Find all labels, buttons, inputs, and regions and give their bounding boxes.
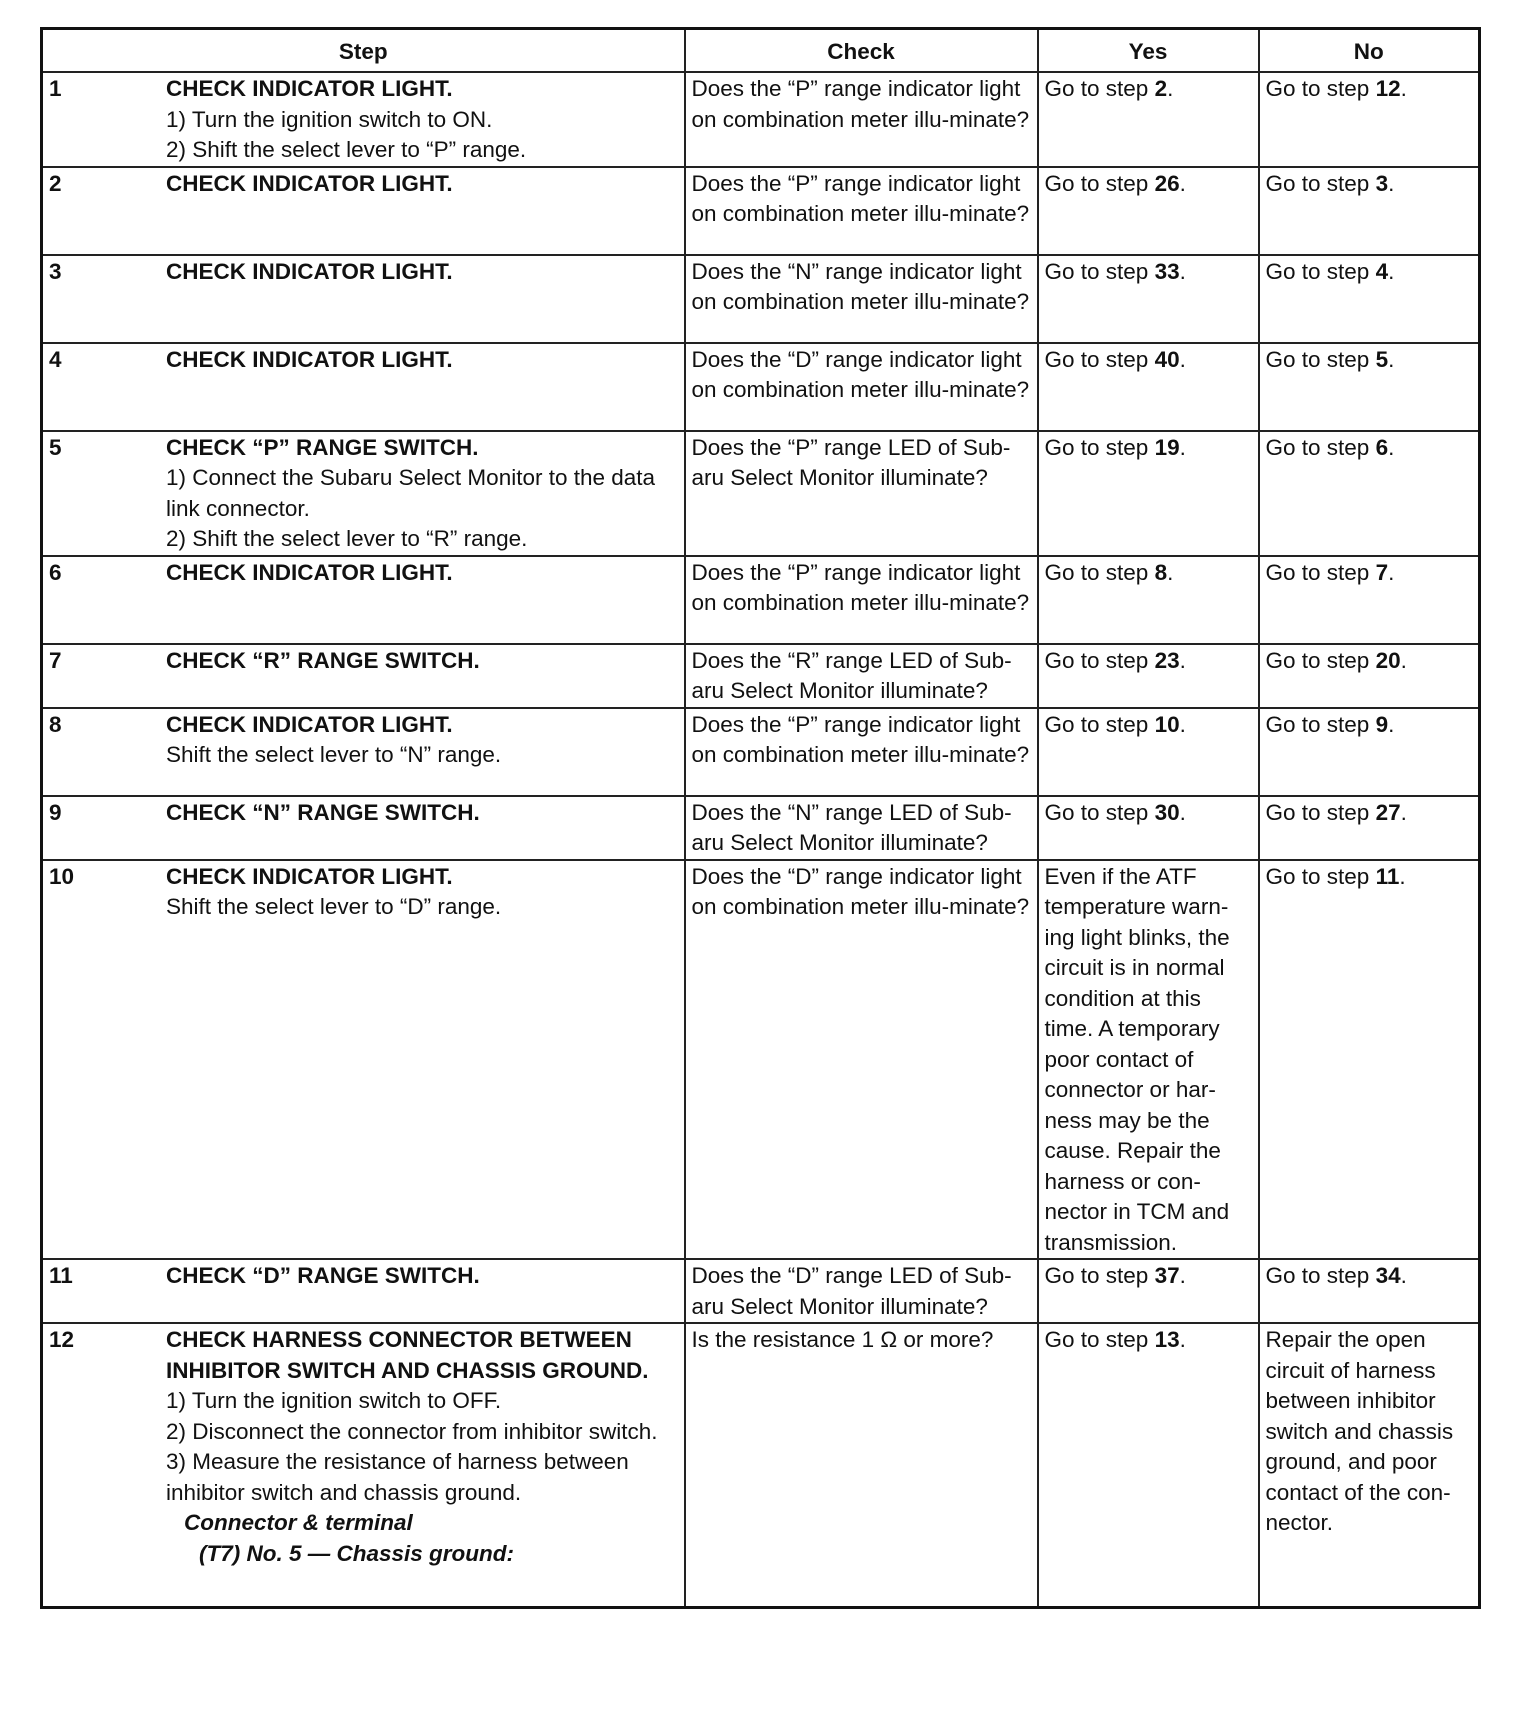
check-cell: Is the resistance 1 Ω or more? xyxy=(685,1323,1038,1607)
step-body xyxy=(166,74,678,166)
step-cell xyxy=(42,167,685,255)
step-body xyxy=(166,169,678,200)
yes-cell-prefix: Go to step xyxy=(1044,434,1155,460)
step-instruction: 1) Turn the ignition switch to ON. xyxy=(166,106,493,132)
step-number: 6 xyxy=(49,559,62,585)
step-body xyxy=(166,798,678,829)
no-cell-prefix: Go to step xyxy=(1265,863,1376,889)
no-cell-number: 11 xyxy=(1375,863,1400,889)
check-cell: Does the “P” range indicator light on combination meter illu-minate? xyxy=(685,556,1038,644)
step-cell xyxy=(42,644,685,708)
step-cell xyxy=(42,72,685,167)
yes-cell: Go to step 10. xyxy=(1038,708,1259,796)
yes-cell-prefix: Go to step xyxy=(1044,258,1155,284)
yes-cell-prefix: Go to step xyxy=(1044,559,1155,585)
yes-cell: Go to step 19. xyxy=(1038,431,1259,556)
check-cell: Does the “D” range LED of Sub-aru Select Monitor illuminate? xyxy=(685,1259,1038,1323)
no-cell-number: 9 xyxy=(1375,711,1389,737)
yes-cell-number: 8 xyxy=(1154,559,1168,585)
step-title: CHECK INDICATOR LIGHT. xyxy=(166,170,453,196)
step-cell xyxy=(42,556,685,644)
yes-cell: Go to step 30. xyxy=(1038,796,1259,860)
no-cell-number: 34 xyxy=(1375,1263,1401,1288)
no-cell: Go to step 12. xyxy=(1259,72,1480,167)
yes-cell-number: 37 xyxy=(1154,1263,1180,1288)
yes-cell: Go to step 8. xyxy=(1038,556,1259,644)
step-cell xyxy=(42,343,685,431)
no-cell-prefix: Go to step xyxy=(1265,799,1376,825)
table-row xyxy=(42,167,1480,255)
step-instruction: 1) Turn the ignition switch to OFF. xyxy=(166,1388,502,1413)
step-cell xyxy=(42,1323,685,1607)
step-number: 7 xyxy=(49,647,62,673)
step-instruction: Shift the select lever to “D” range. xyxy=(166,894,502,919)
table-row xyxy=(42,796,1480,860)
table-row xyxy=(42,72,1480,167)
no-cell: Go to step 5. xyxy=(1259,343,1480,431)
no-cell-number: 12 xyxy=(1375,76,1401,101)
check-cell: Does the “P” range indicator light on combination meter illu-minate? xyxy=(685,72,1038,167)
step-body xyxy=(166,862,678,923)
step-instruction: 3) Measure the resistance of harness between inhibitor switch and chassis ground. xyxy=(166,1449,629,1505)
yes-cell-prefix: Go to step xyxy=(1044,799,1155,825)
no-cell-prefix: Go to step xyxy=(1265,170,1376,196)
step-number: 10 xyxy=(49,863,75,889)
step-cell xyxy=(42,255,685,343)
step-title: CHECK INDICATOR LIGHT. xyxy=(166,346,453,372)
yes-cell-number: 19 xyxy=(1154,434,1180,460)
table-row xyxy=(42,1259,1480,1323)
yes-cell: Go to step 2. xyxy=(1038,72,1259,167)
no-cell: Go to step 27. xyxy=(1259,796,1480,860)
step-number: 5 xyxy=(49,434,62,460)
step-instruction: 2) Shift the select lever to “R” range. xyxy=(166,526,528,551)
diagnostic-table xyxy=(40,27,1481,1609)
no-cell-prefix: Go to step xyxy=(1265,434,1376,460)
yes-cell: Go to step 40. xyxy=(1038,343,1259,431)
no-cell-prefix: Go to step xyxy=(1265,559,1376,585)
yes-cell: Go to step 13. xyxy=(1038,1323,1259,1607)
step-title: CHECK “P” RANGE SWITCH. xyxy=(166,434,479,460)
step-number: 11 xyxy=(49,1263,73,1288)
yes-cell-number: 2 xyxy=(1154,76,1168,101)
step-number: 12 xyxy=(49,1327,75,1352)
no-cell-number: 3 xyxy=(1375,170,1389,196)
step-title: CHECK INDICATOR LIGHT. xyxy=(166,258,453,284)
yes-cell-prefix: Go to step xyxy=(1044,1327,1155,1352)
no-cell-number: 5 xyxy=(1375,346,1389,372)
step-instruction: 2) Shift the select lever to “P” range. xyxy=(166,137,527,162)
yes-cell-prefix: Go to step xyxy=(1044,346,1155,372)
step-title: CHECK “D” RANGE SWITCH. xyxy=(166,1263,480,1288)
yes-cell-number: 10 xyxy=(1154,711,1180,737)
table-row xyxy=(42,556,1480,644)
no-cell-number: 6 xyxy=(1375,434,1389,460)
step-cell xyxy=(42,796,685,860)
step-instruction: Shift the select lever to “N” range. xyxy=(166,742,502,767)
step-body xyxy=(166,710,678,771)
yes-cell-number: 33 xyxy=(1154,258,1180,284)
step-instruction: 1) Connect the Subaru Select Monitor to the data link connector. xyxy=(166,465,656,521)
no-cell-number: 20 xyxy=(1375,647,1401,673)
step-title: CHECK “N” RANGE SWITCH. xyxy=(166,799,480,825)
yes-cell-number: 30 xyxy=(1154,799,1180,825)
no-cell: Go to step 34. xyxy=(1259,1259,1480,1323)
yes-cell-number: 40 xyxy=(1154,346,1180,372)
table-row xyxy=(42,860,1480,1260)
step-body xyxy=(166,345,678,376)
yes-cell: Even if the ATF temperature warn-ing light blinks, the circuit is in normal condition at this time. A temporary poor contact of connector or har-ness may be the cause. Repair the harness or con-nector in TCM and transmission. xyxy=(1038,860,1259,1260)
no-cell: Go to step 9. xyxy=(1259,708,1480,796)
check-cell: Does the “N” range LED of Sub-aru Select Monitor illuminate? xyxy=(685,796,1038,860)
step-title: CHECK HARNESS CONNECTOR BETWEEN INHIBITOR SWITCH AND CHASSIS GROUND. xyxy=(166,1327,649,1383)
step-title: CHECK INDICATOR LIGHT. xyxy=(166,76,453,101)
no-cell: Repair the open circuit of harness between inhibitor switch and chassis ground, and poor contact of the con-nector. xyxy=(1259,1323,1480,1607)
no-cell-prefix: Go to step xyxy=(1265,346,1376,372)
check-cell: Does the “P” range indicator light on combination meter illu-minate? xyxy=(685,167,1038,255)
no-cell: Go to step 6. xyxy=(1259,431,1480,556)
yes-cell: Go to step 23. xyxy=(1038,644,1259,708)
yes-cell-prefix: Go to step xyxy=(1044,76,1155,101)
table-row xyxy=(42,431,1480,556)
yes-cell-prefix: Go to step xyxy=(1044,1263,1155,1288)
step-cell xyxy=(42,860,685,1260)
step-title: CHECK INDICATOR LIGHT. xyxy=(166,863,453,889)
step-cell xyxy=(42,431,685,556)
table-row xyxy=(42,255,1480,343)
no-cell-prefix: Go to step xyxy=(1265,258,1376,284)
connector-terminal: (T7) No. 5 — Chassis ground: xyxy=(199,1540,515,1566)
yes-cell: Go to step 26. xyxy=(1038,167,1259,255)
step-title: CHECK INDICATOR LIGHT. xyxy=(166,559,453,585)
no-cell-prefix: Go to step xyxy=(1265,647,1376,673)
no-cell-number: 27 xyxy=(1375,799,1401,825)
no-cell-number: 7 xyxy=(1375,559,1389,585)
header-yes: Yes xyxy=(1038,29,1259,73)
header-no: No xyxy=(1259,29,1480,73)
no-cell-number: 4 xyxy=(1375,258,1389,284)
header-check: Check xyxy=(685,29,1038,73)
table-row xyxy=(42,1323,1480,1607)
step-body xyxy=(166,433,678,555)
yes-cell: Go to step 37. xyxy=(1038,1259,1259,1323)
no-cell-prefix: Go to step xyxy=(1265,76,1376,101)
connector-label: Connector & terminal xyxy=(184,1510,413,1535)
table-row xyxy=(42,343,1480,431)
step-number: 1 xyxy=(49,76,62,101)
table-row xyxy=(42,708,1480,796)
step-body xyxy=(166,257,678,288)
check-cell: Does the “R” range LED of Sub-aru Select Monitor illuminate? xyxy=(685,644,1038,708)
step-title: CHECK “R” RANGE SWITCH. xyxy=(166,647,480,673)
yes-cell-number: 13 xyxy=(1154,1327,1180,1352)
step-number: 8 xyxy=(49,711,62,737)
no-cell: Go to step 4. xyxy=(1259,255,1480,343)
check-cell: Does the “P” range LED of Sub-aru Select Monitor illuminate? xyxy=(685,431,1038,556)
check-cell: Does the “D” range indicator light on combination meter illu-minate? xyxy=(685,860,1038,1260)
header-step: Step xyxy=(42,29,685,73)
step-number: 2 xyxy=(49,170,62,196)
check-cell: Does the “D” range indicator light on combination meter illu-minate? xyxy=(685,343,1038,431)
step-cell xyxy=(42,708,685,796)
no-cell-prefix: Go to step xyxy=(1265,711,1376,737)
no-cell: Go to step 7. xyxy=(1259,556,1480,644)
table-row xyxy=(42,644,1480,708)
no-cell: Go to step 20. xyxy=(1259,644,1480,708)
check-cell: Does the “N” range indicator light on combination meter illu-minate? xyxy=(685,255,1038,343)
no-cell: Go to step 11. xyxy=(1259,860,1480,1260)
yes-cell-prefix: Go to step xyxy=(1044,170,1155,196)
yes-cell-prefix: Go to step xyxy=(1044,647,1155,673)
step-instruction: 2) Disconnect the connector from inhibitor switch. xyxy=(166,1418,658,1444)
step-cell xyxy=(42,1259,685,1323)
header-row xyxy=(42,29,1480,73)
step-body xyxy=(166,1325,678,1569)
step-body xyxy=(166,558,678,589)
no-cell-prefix: Go to step xyxy=(1265,1263,1376,1288)
yes-cell-number: 23 xyxy=(1154,647,1180,673)
yes-cell-prefix: Go to step xyxy=(1044,711,1155,737)
step-title: CHECK INDICATOR LIGHT. xyxy=(166,711,453,737)
no-cell: Go to step 3. xyxy=(1259,167,1480,255)
yes-cell: Go to step 33. xyxy=(1038,255,1259,343)
step-number: 9 xyxy=(49,799,62,825)
step-number: 4 xyxy=(49,346,62,372)
step-body xyxy=(166,1261,678,1292)
step-number: 3 xyxy=(49,258,62,284)
check-cell: Does the “P” range indicator light on combination meter illu-minate? xyxy=(685,708,1038,796)
yes-cell-number: 26 xyxy=(1154,170,1180,196)
step-body xyxy=(166,646,678,677)
